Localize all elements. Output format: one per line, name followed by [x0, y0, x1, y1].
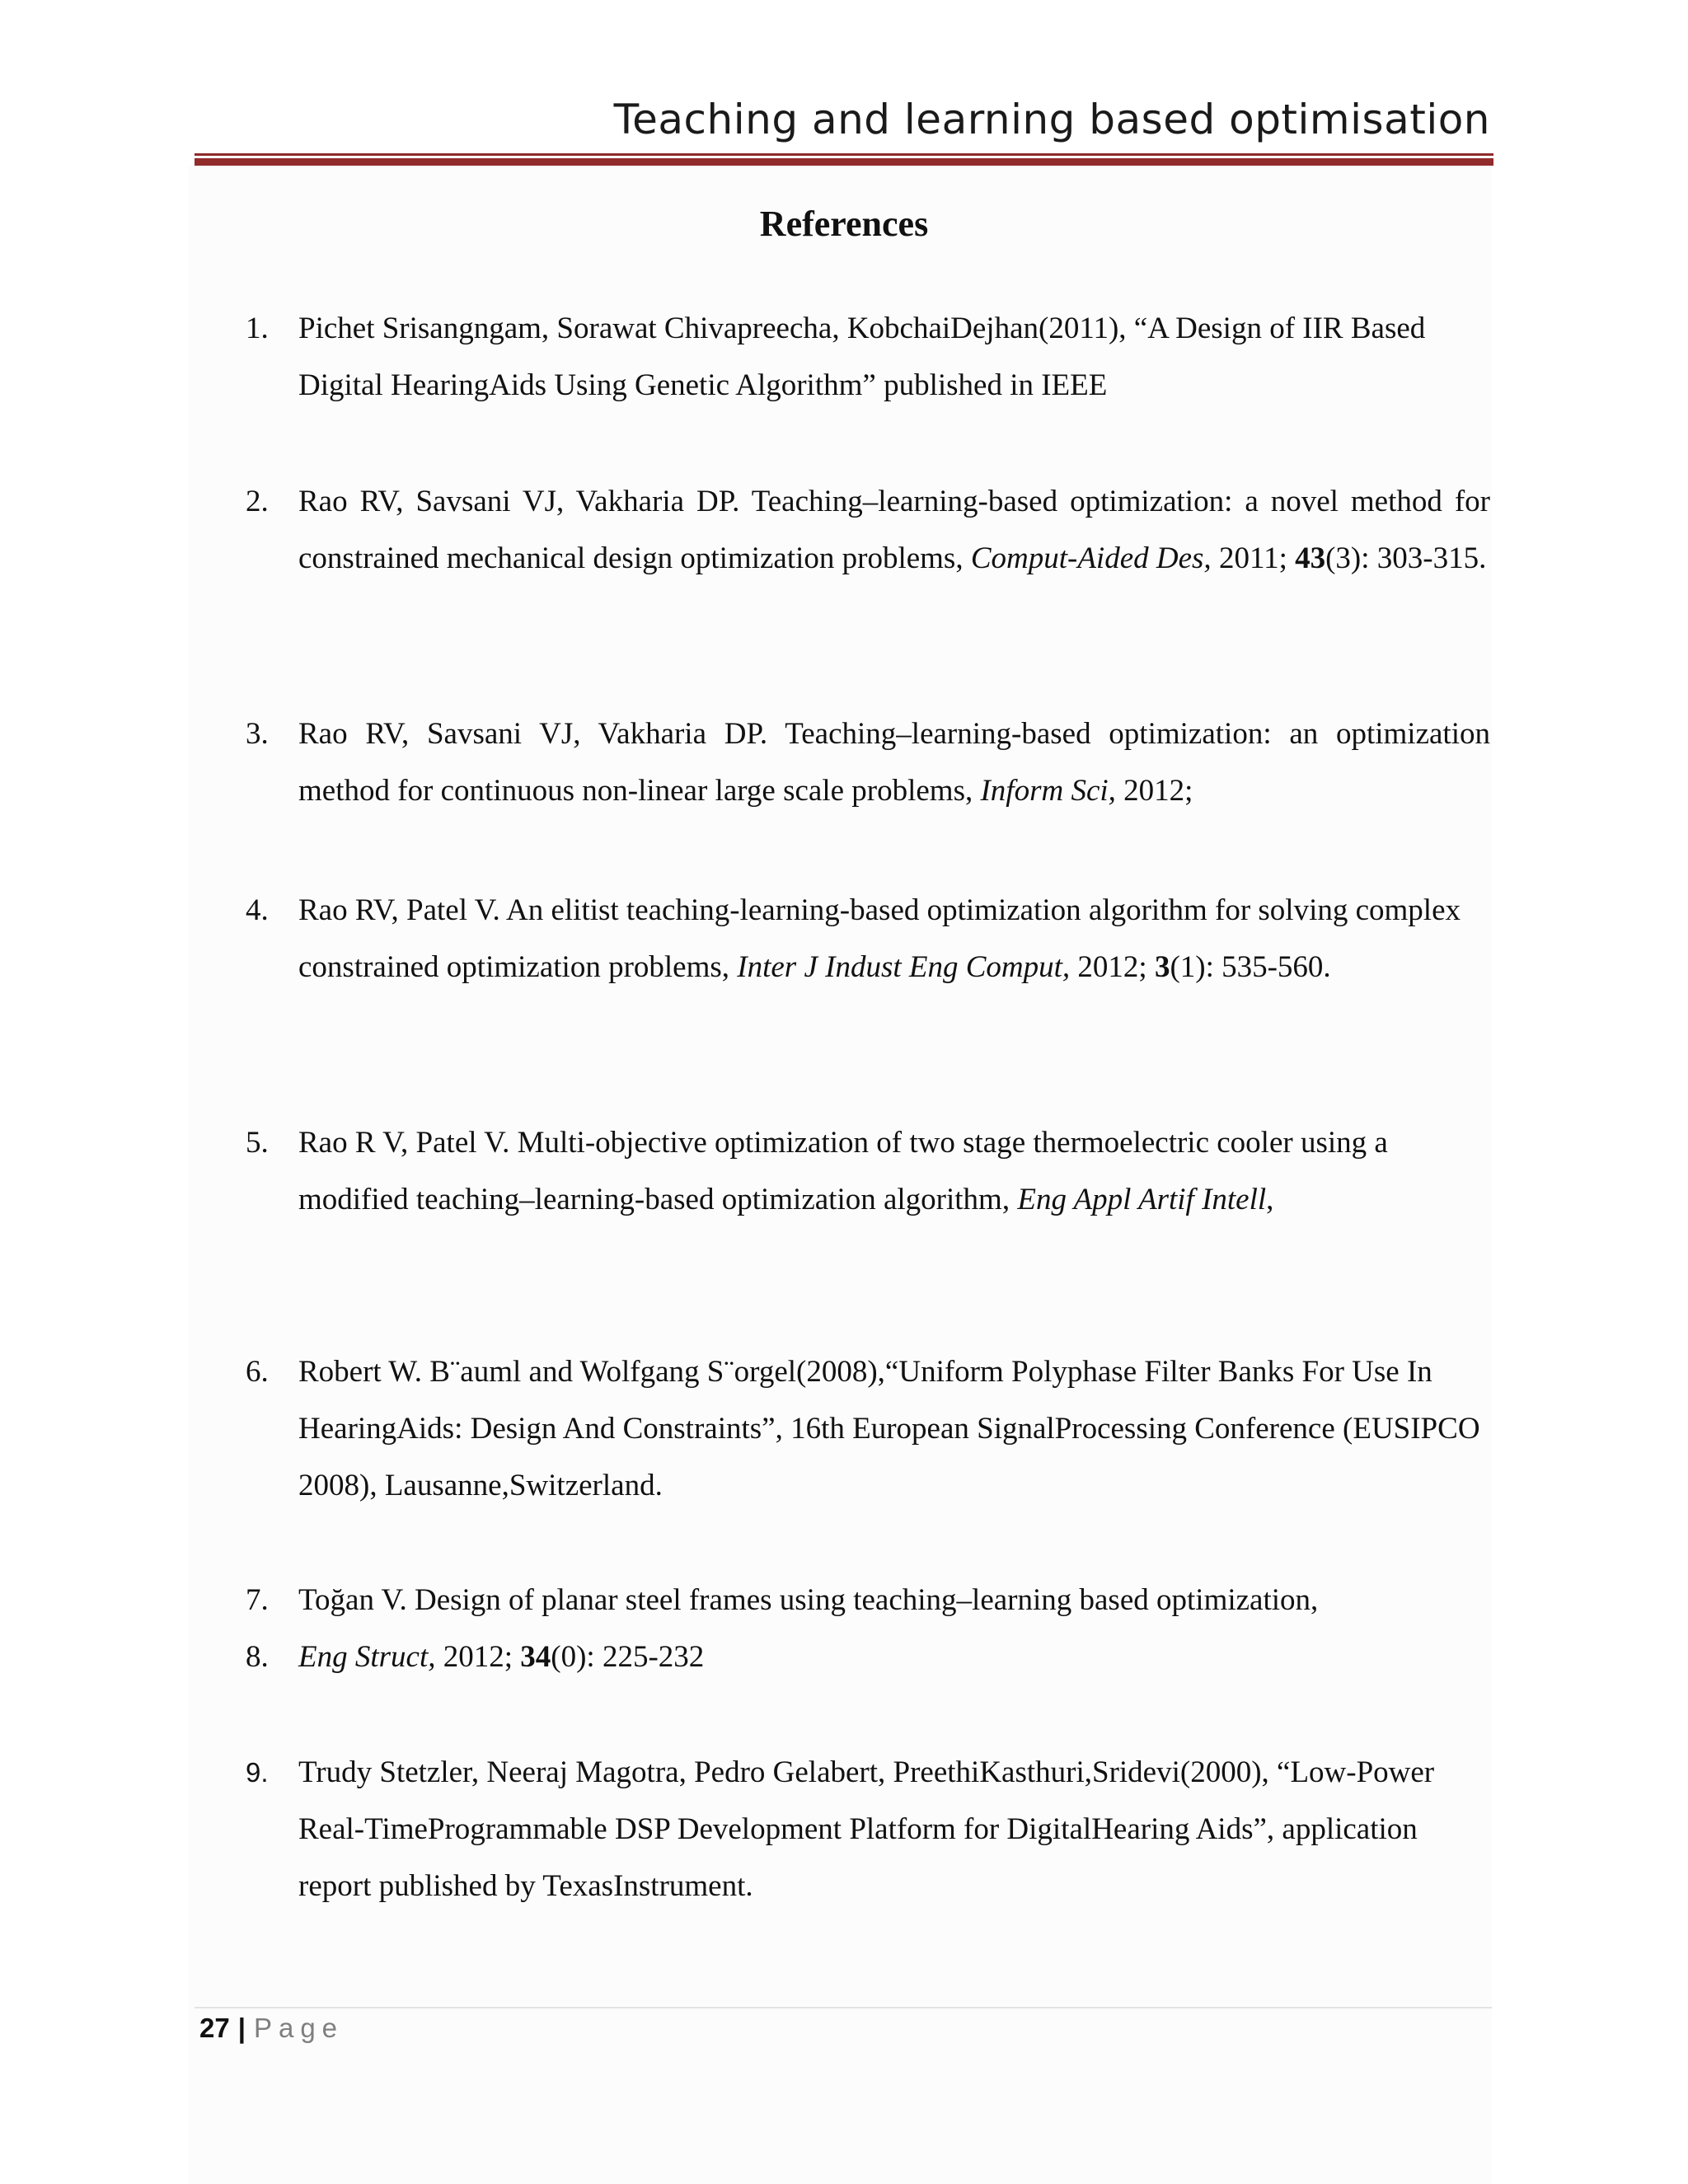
reference-text-segment: Rao RV, Savsani VJ, Vakharia DP. Teaching–learning-based optimization: a novel method for constrained mechanical design optimization problems,: [298, 485, 1490, 575]
reference-text: [298, 1572, 1490, 1629]
reference-item: [246, 1744, 1490, 1915]
footer-separator: |: [237, 2013, 246, 2043]
reference-item: [246, 1572, 1490, 1629]
reference-number: 2.: [246, 485, 269, 518]
reference-item: [246, 1114, 1490, 1228]
volume-number: 34: [520, 1640, 551, 1674]
page-number: 27: [199, 2013, 230, 2043]
reference-number: 4.: [246, 893, 269, 927]
reference-text: [298, 1629, 1490, 1685]
journal-name: Inform Sci,: [980, 774, 1116, 808]
reference-text-segment: (0): 225-232: [551, 1640, 705, 1674]
journal-name: Comput-Aided Des,: [970, 541, 1212, 575]
reference-item: [246, 473, 1490, 587]
reference-number: 6.: [246, 1355, 269, 1389]
reference-text-segment: (1): 535-560.: [1170, 950, 1331, 984]
footer-rule: [195, 2007, 1492, 2008]
reference-text-segment: Toğan V. Design of planar steel frames using teaching–learning based optimization,: [298, 1583, 1319, 1617]
volume-number: 43: [1295, 541, 1326, 575]
reference-text: [298, 882, 1490, 996]
page-footer: [199, 2013, 344, 2044]
header-rule-thick: [195, 158, 1493, 166]
reference-text-segment: Rao RV, Savsani VJ, Vakharia DP. Teaching–learning-based optimization: an optimization method for continuous non-linear large scale problems,: [298, 717, 1490, 808]
reference-text: [298, 1343, 1490, 1514]
reference-item: [246, 882, 1490, 996]
volume-number: 3: [1154, 950, 1170, 984]
journal-name: Inter J Indust Eng Comput,: [737, 950, 1071, 984]
reference-text-segment: ,: [1266, 1183, 1274, 1216]
reference-text-segment: Rao R V, Patel V. Multi-objective optimization of two stage thermoelectric cooler using a modified teaching–learning-based optimization algorithm,: [298, 1126, 1388, 1216]
reference-text-segment: Pichet Srisangngam, Sorawat Chivapreecha, KobchaiDejhan(2011), “A Design of IIR Based Digital HearingAids Using Genetic Algorithm” published in IEEE: [298, 312, 1426, 402]
reference-text: [298, 300, 1490, 414]
reference-text-segment: 2011;: [1211, 541, 1296, 575]
reference-number: 3.: [246, 717, 269, 751]
journal-name: Eng Appl Artif Intell: [1017, 1183, 1267, 1216]
reference-item: [246, 1343, 1490, 1514]
reference-item: [246, 300, 1490, 414]
reference-text-segment: 2012;: [435, 1640, 521, 1674]
reference-text-segment: 2012;: [1115, 774, 1193, 808]
reference-text: [298, 705, 1490, 819]
reference-number: 1.: [246, 312, 269, 345]
reference-text-segment: 2012;: [1070, 950, 1155, 984]
reference-item: [246, 705, 1490, 819]
reference-number: 9.: [246, 1757, 269, 1788]
header-rule-thin: [195, 153, 1493, 156]
references-heading: References: [759, 204, 929, 244]
reference-text: [298, 473, 1490, 587]
journal-name: Eng Struct,: [298, 1640, 436, 1674]
reference-number: 7.: [246, 1583, 269, 1617]
reference-text-segment: Trudy Stetzler, Neeraj Magotra, Pedro Gelabert, PreethiKasthuri,Sridevi(2000), “Low-Power Real-TimeProgrammable DSP Development Platform for DigitalHearing Aids”, application report published by TexasInstrument.: [298, 1755, 1435, 1903]
reference-text-segment: Rao RV, Patel V. An elitist teaching-learning-based optimization algorithm for solving complex constrained optimization problems,: [298, 893, 1461, 984]
running-header-title: Teaching and learning based optimisation: [613, 96, 1490, 143]
reference-text: [298, 1114, 1490, 1228]
reference-number: 8.: [246, 1640, 269, 1674]
reference-text-segment: Robert W. B¨auml and Wolfgang S¨orgel(2008),“Uniform Polyphase Filter Banks For Use In HearingAids: Design And Constraints”, 16th European SignalProcessing Conference (EUSIPCO 2008), Lausanne,Switzerland.: [298, 1355, 1480, 1502]
reference-text-segment: (3): 303-315.: [1325, 541, 1487, 575]
reference-item: [246, 1629, 1490, 1685]
page-word: Page: [253, 2013, 345, 2043]
reference-number: 5.: [246, 1126, 269, 1160]
reference-text: [298, 1744, 1490, 1915]
